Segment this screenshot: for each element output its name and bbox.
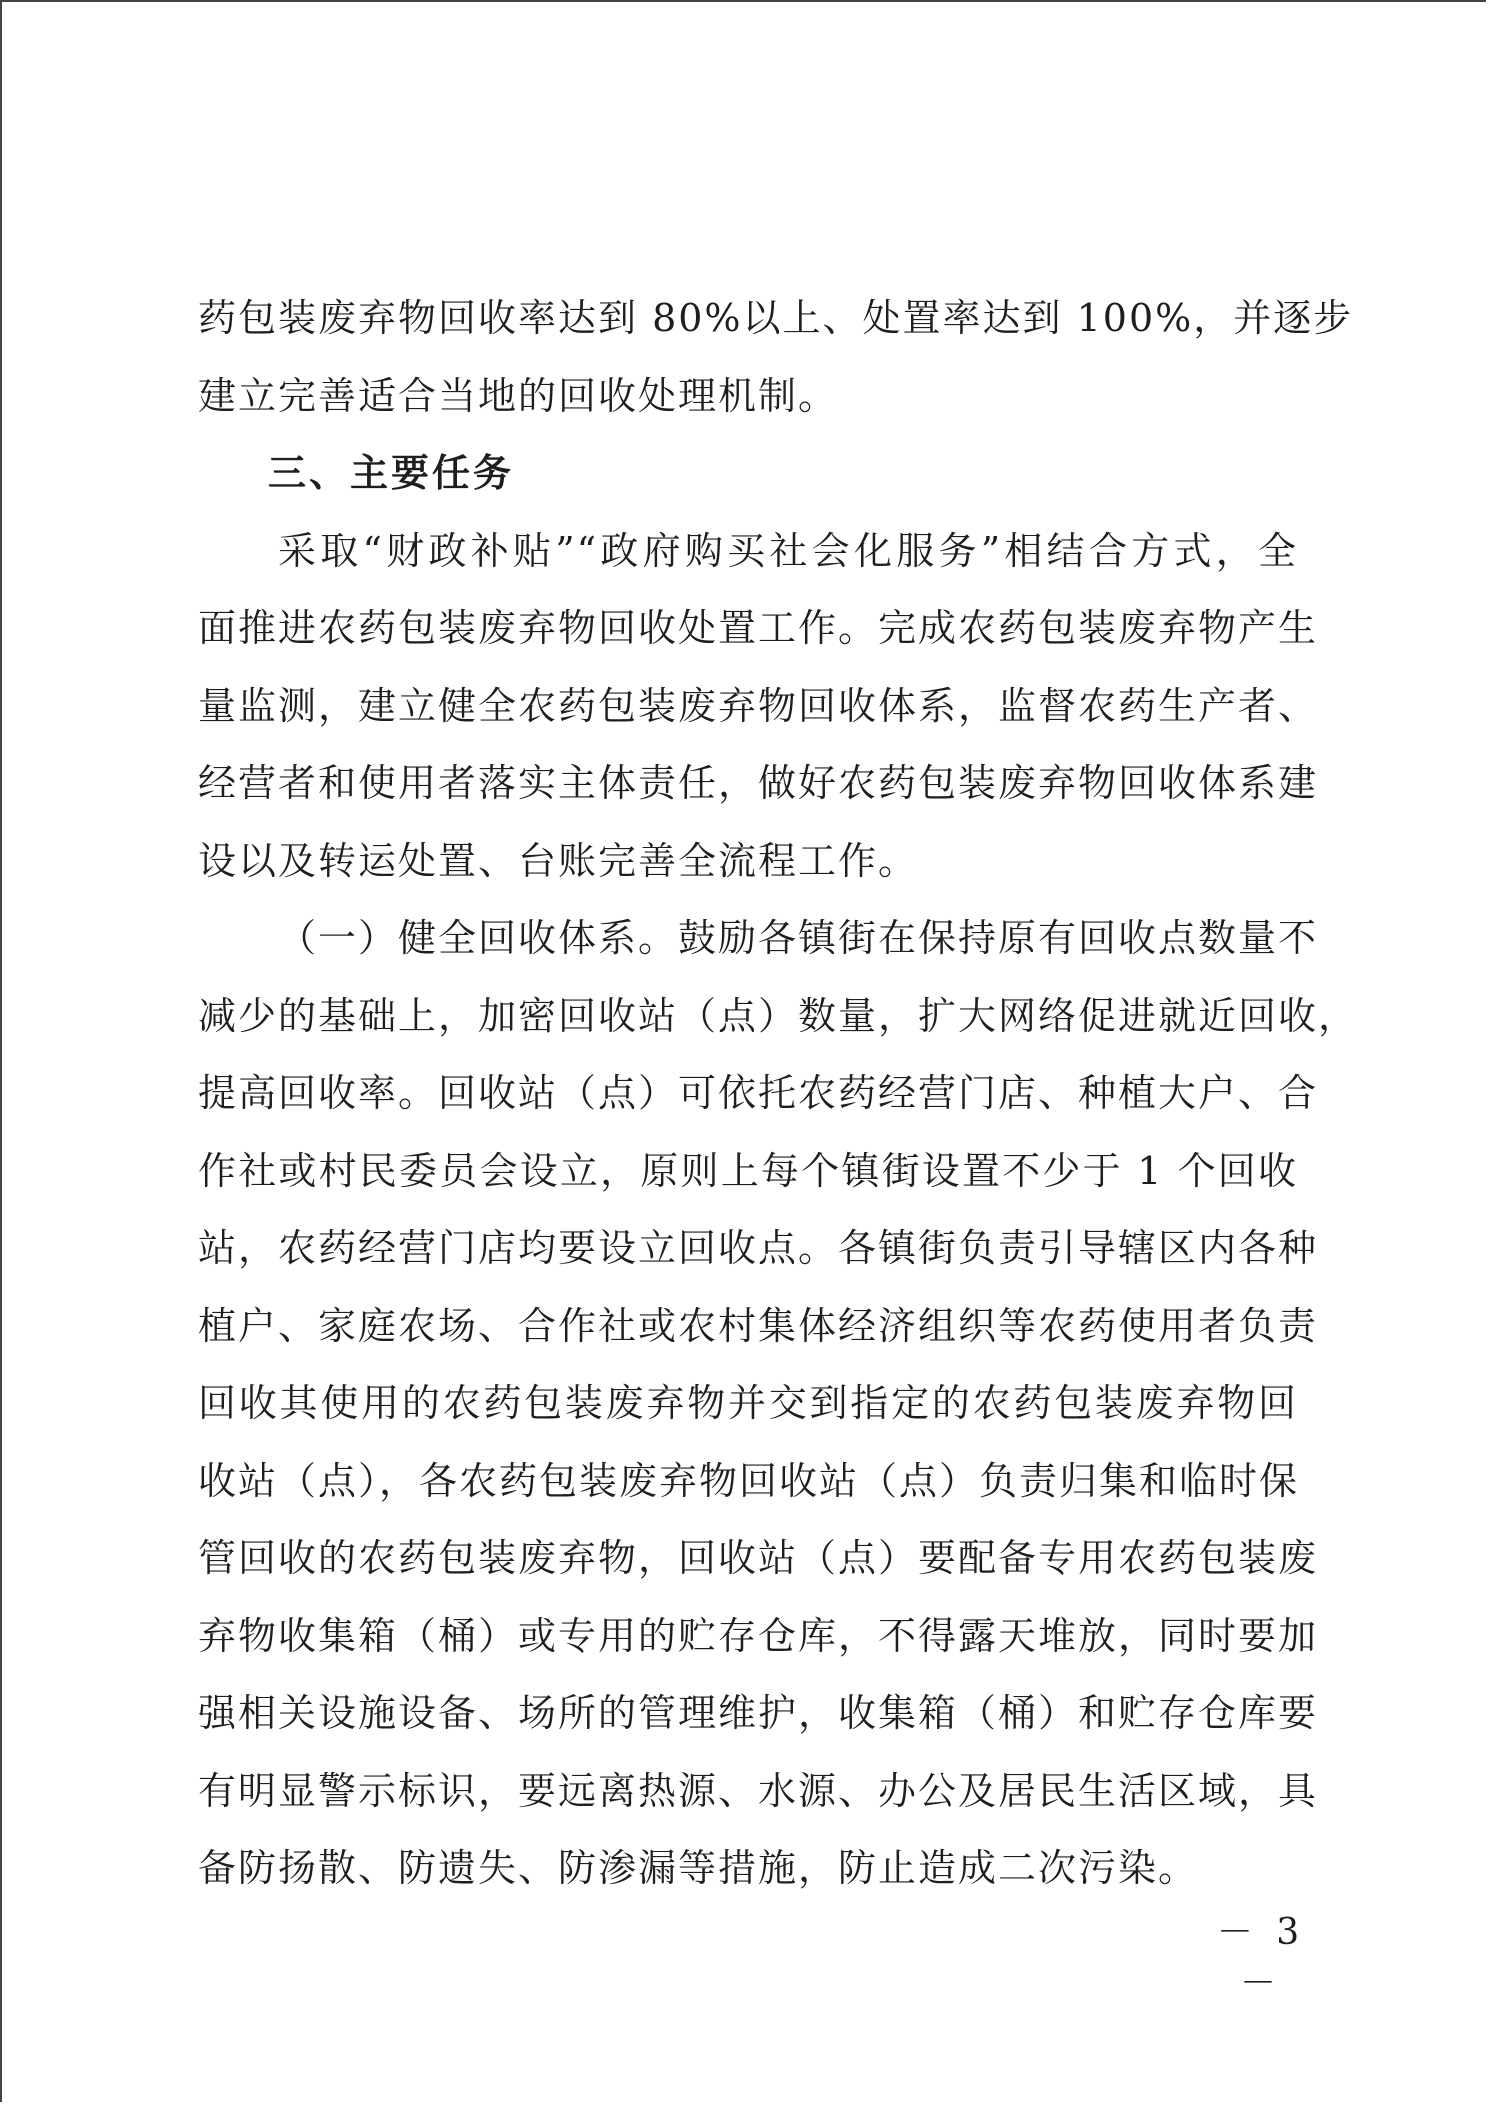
page-number: － 3 － bbox=[1216, 1912, 1306, 2004]
text-line: 收站（点），各农药包装废弃物回收站（点）负责归集和临时保 bbox=[198, 1458, 1300, 1503]
text-line: 建立完善适合当地的回收处理机制。 bbox=[198, 373, 839, 418]
text-line: （一）健全回收体系。鼓励各镇街在保持原有回收点数量不 bbox=[278, 916, 1319, 960]
text-line: 站，农药经营门店均要设立回收点。各镇街负责引导辖区内各种 bbox=[198, 1226, 1319, 1270]
text-line: 设以及转运处置、台账完善全流程工作。 bbox=[198, 838, 919, 883]
text-line: 备防扬散、防遗失、防渗漏等措施，防止造成二次污染。 bbox=[198, 1846, 1199, 1890]
text-line: 回收其使用的农药包装废弃物并交到指定的农药包装废弃物回 bbox=[198, 1381, 1298, 1425]
text-line: 有明显警示标识，要远离热源、水源、办公及居民生活区域，具 bbox=[198, 1768, 1319, 1813]
text-line: 弃物收集箱（桶）或专用的贮存仓库，不得露天堆放，同时要加 bbox=[198, 1613, 1319, 1658]
document-body bbox=[198, 280, 1359, 1908]
text-line: 量监测，建立健全农药包装废弃物回收体系，监督农药生产者、 bbox=[198, 683, 1319, 728]
text-line: 管回收的农药包装废弃物，回收站（点）要配备专用农药包装废 bbox=[198, 1536, 1319, 1580]
text-line: 采取“财政补贴”“政府购买社会化服务”相结合方式，全 bbox=[278, 528, 1298, 573]
section-heading: 三、主要任务 bbox=[268, 451, 515, 495]
text-line: 面推进农药包装废弃物回收处置工作。完成农药包装废弃物产生 bbox=[198, 606, 1319, 650]
text-line: 提高回收率。回收站（点）可依托农药经营门店、种植大户、合 bbox=[198, 1071, 1319, 1115]
text-line: 经营者和使用者落实主体责任，做好农药包装废弃物回收体系建 bbox=[198, 761, 1319, 805]
text-line: 药包装废弃物回收率达到 80%以上、处置率达到 100%，并逐步 bbox=[198, 296, 1354, 340]
text-line: 作社或村民委员会设立，原则上每个镇街设置不少于 1 个回收 bbox=[198, 1148, 1298, 1193]
text-line: 减少的基础上，加密回收站（点）数量，扩大网络促进就近回收， bbox=[198, 993, 1359, 1038]
text-line: 植户、家庭农场、合作社或农村集体经济组织等农药使用者负责 bbox=[198, 1303, 1319, 1348]
text-line: 强相关设施设备、场所的管理维护，收集箱（桶）和贮存仓库要 bbox=[198, 1691, 1319, 1735]
